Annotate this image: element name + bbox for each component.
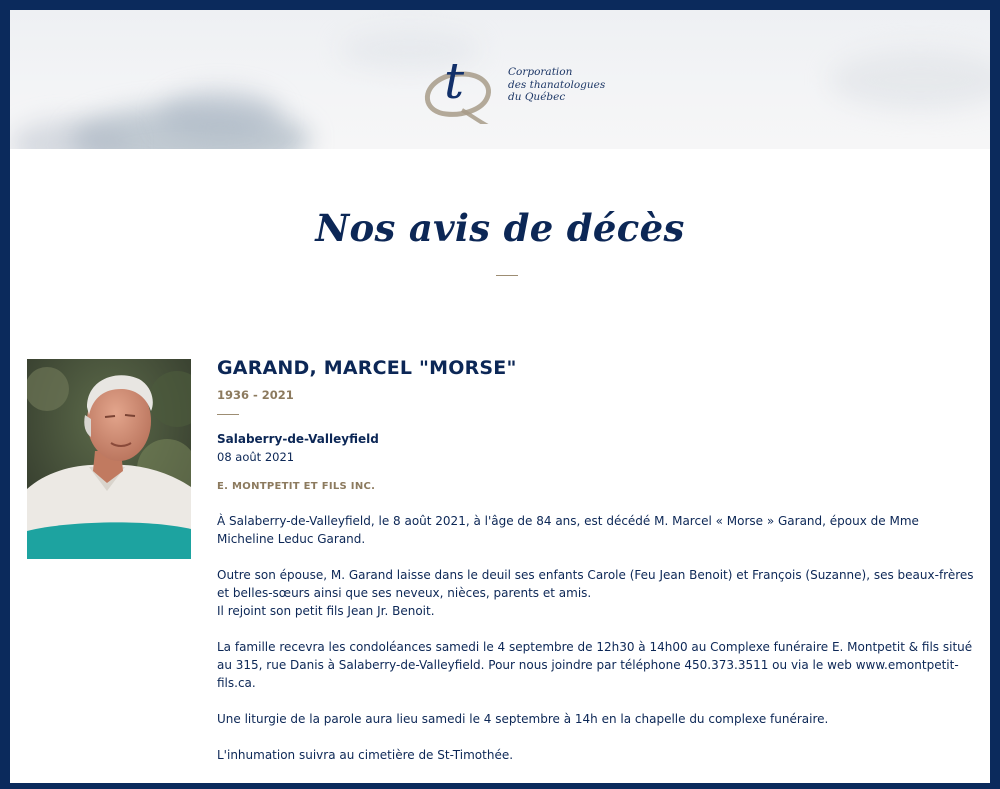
obituary-sentence: Outre son épouse, M. Garand laisse dans le deuil ses enfants Carole (Feu Jean Benoit) et François (Suzanne), ses beaux-frères et belles-sœurs ainsi que ses neveux, nièces, parents et amis. [217, 568, 974, 600]
corporation-logo[interactable] [422, 44, 606, 124]
page-title: Nos avis de décès [315, 206, 685, 250]
thanatologues-logo-icon [422, 44, 492, 124]
obituary-paragraph: Une liturgie de la parole aura lieu samedi le 4 septembre à 14h en la chapelle du complexe funéraire. [217, 712, 829, 726]
obituary-sentence: Il rejoint son petit fils Jean Jr. Benoit. [217, 604, 435, 618]
section-divider [217, 414, 239, 415]
sky-cloud [830, 50, 990, 110]
obituary-content [217, 357, 977, 764]
death-date: 08 août 2021 [217, 450, 295, 464]
logo-text [508, 66, 618, 104]
obituary-paragraph: L'inhumation suivra au cimetière de St-Timothée. [217, 748, 514, 762]
logo-letter: t [444, 52, 465, 110]
logo-line: des thanatologues [508, 78, 606, 91]
funeral-home-name: E. MONTPETIT ET FILS INC. [217, 481, 376, 492]
obituary-paragraph: À Salaberry-de-Valleyfield, le 8 août 2021, à l'âge de 84 ans, est décédé M. Marcel « Morse » Garand, époux de Mme Micheline Leduc Garand. [217, 514, 919, 546]
life-years: 1936 - 2021 [217, 388, 294, 402]
obituary-paragraph: La famille recevra les condoléances samedi le 4 septembre de 12h30 à 14h00 au Complexe funéraire E. Montpetit & fils situé au 315, rue Danis à Salaberry-de-Valleyfield. Pour nous joindre par téléphone 450.373.3511 ou via le web www.emontpetit-fils.ca. [217, 640, 973, 690]
death-city: Salaberry-de-Valleyfield [217, 432, 379, 446]
deceased-name[interactable]: GARAND, MARCEL "MORSE" [217, 357, 517, 379]
title-divider [496, 275, 518, 276]
obituary-paragraph [217, 566, 977, 620]
sky-cloud [160, 90, 280, 140]
portrait-image [27, 359, 191, 559]
header-banner [10, 10, 990, 149]
deceased-photo[interactable] [27, 359, 191, 559]
logo-line: du Québec [508, 91, 566, 103]
page-frame [10, 10, 990, 783]
logo-line: Corporation [508, 66, 573, 78]
